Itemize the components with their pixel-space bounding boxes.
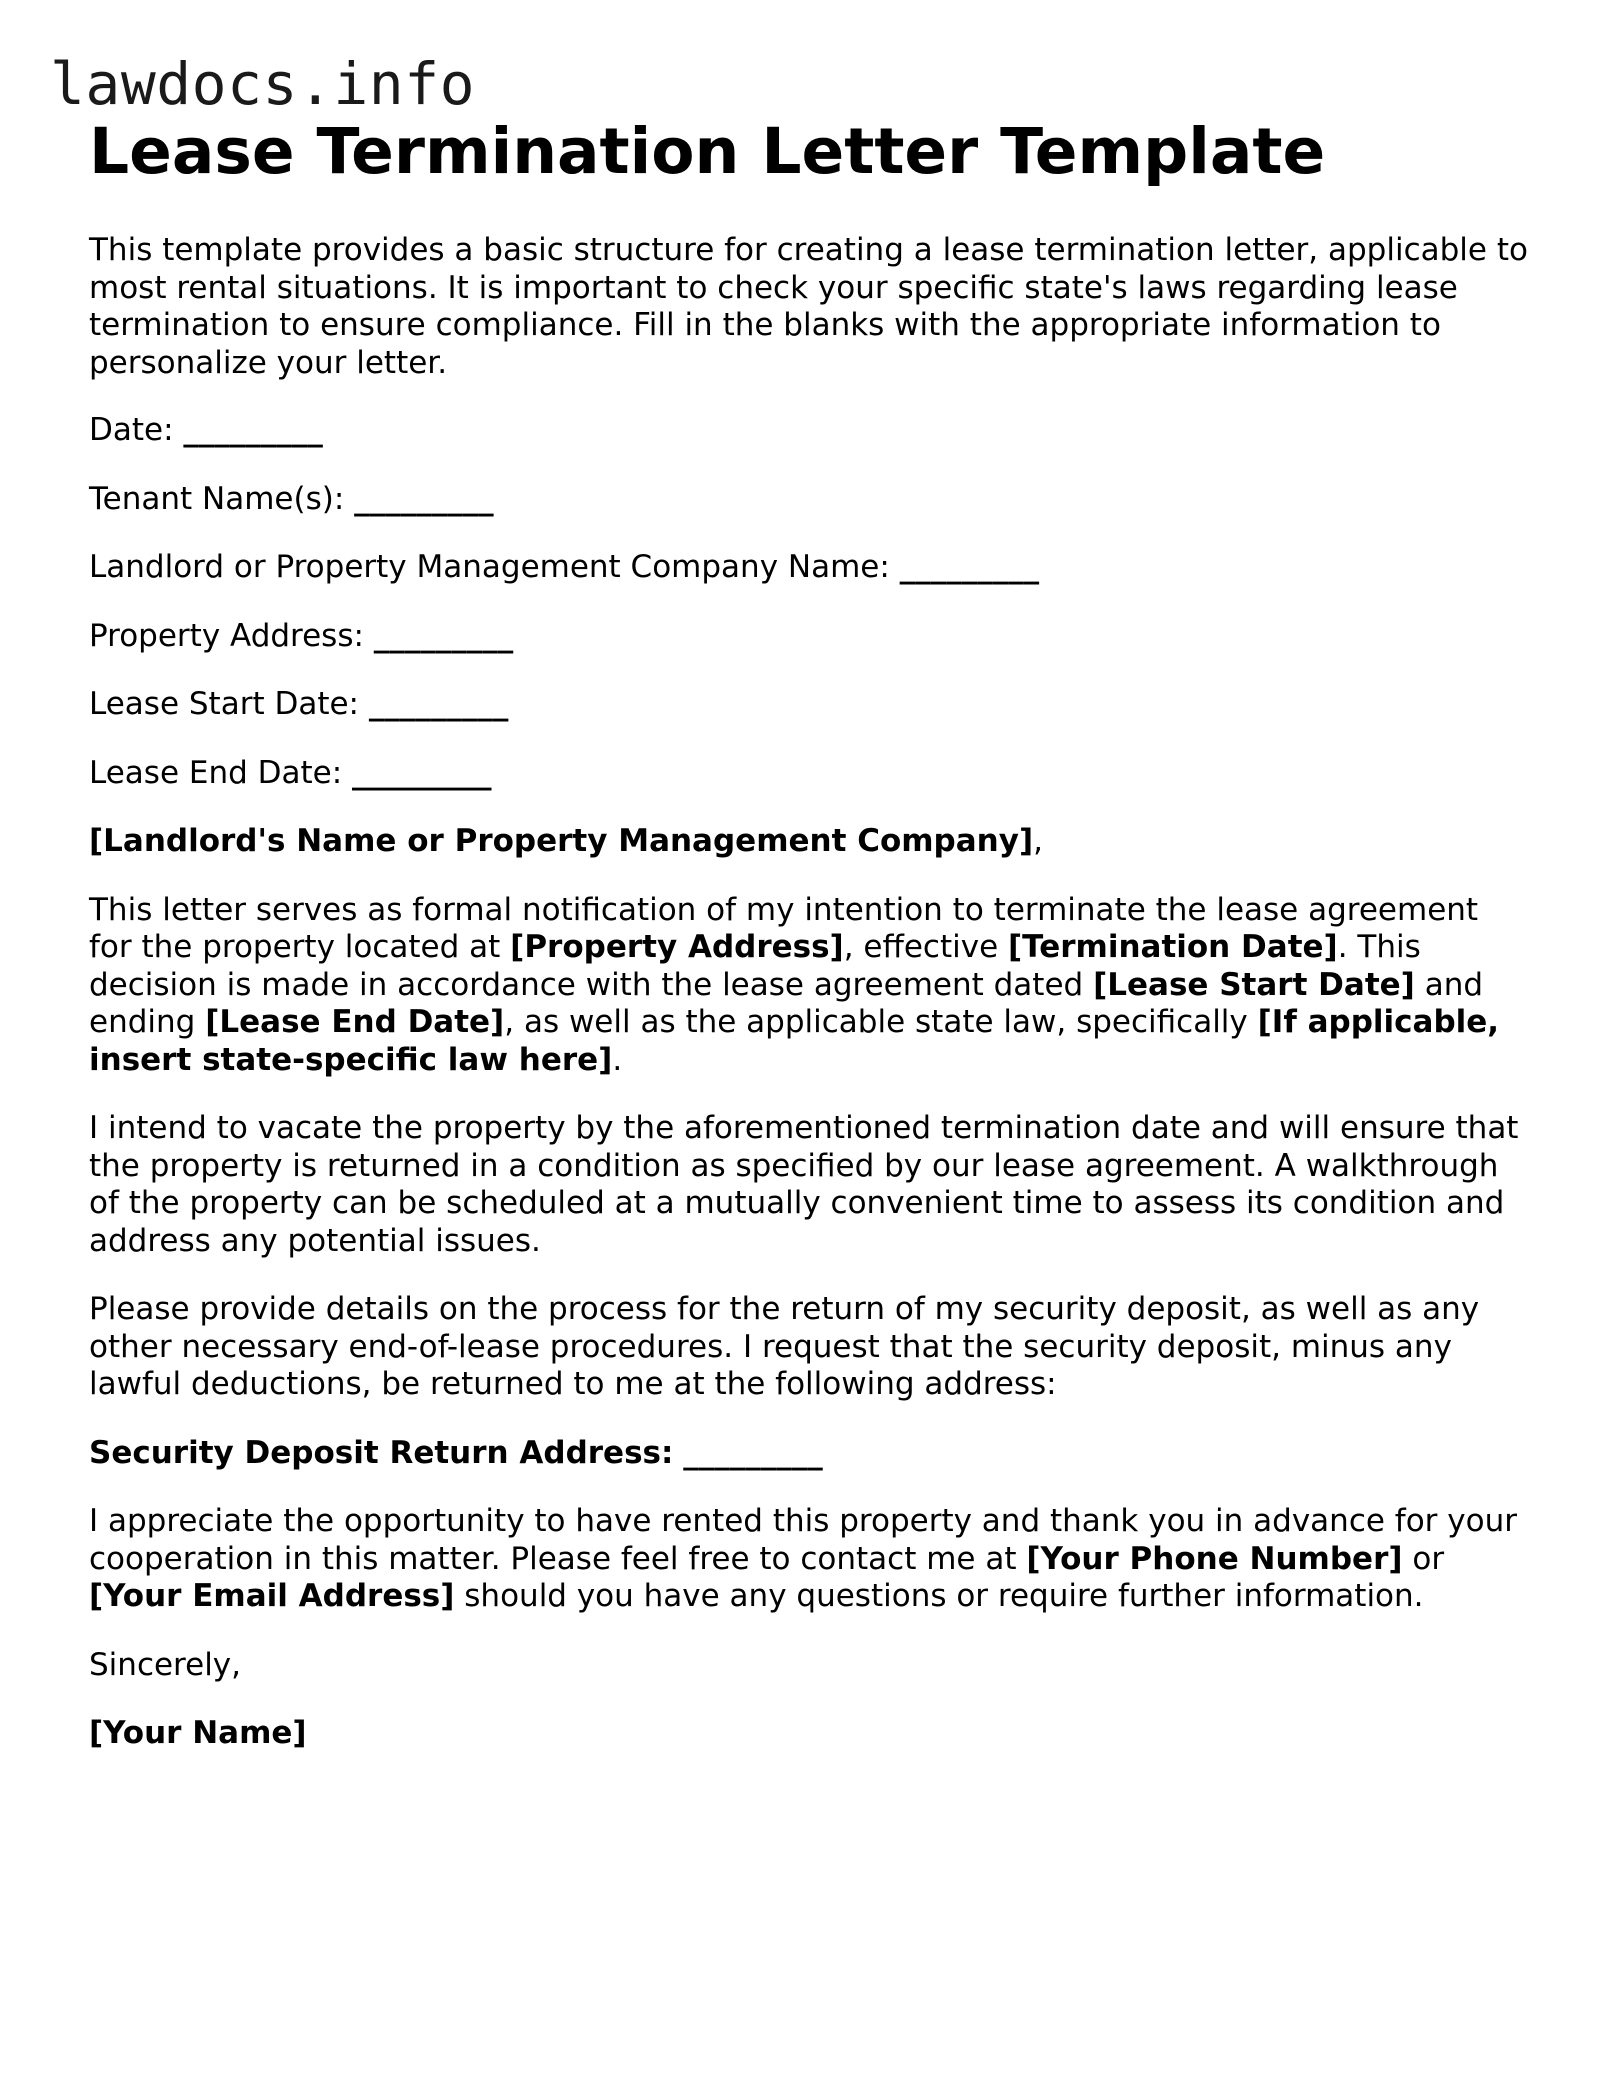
termination-date-placeholder: [Termination Date]	[1008, 929, 1338, 965]
landlord-name-label: Landlord or Property Management Company Name:	[89, 549, 890, 585]
site-watermark: lawdocs.info	[50, 50, 476, 118]
property-address-placeholder: [Property Address]	[510, 929, 844, 965]
closing-text-1: I appreciate the opportunity to have rented this property and thank you in advance for your cooperation in this matter. Please feel free to contact me at	[89, 1503, 1517, 1577]
state-law-placeholder: [If applicable, insert state-specific law here]	[89, 1004, 1500, 1078]
closing-text-3: should you have any questions or require further information.	[454, 1578, 1424, 1614]
deposit-address-field	[89, 1435, 1529, 1473]
notice-text-5: , as well as the applicable state law, specifically	[504, 1004, 1258, 1040]
salutation-punct: ,	[1033, 823, 1043, 859]
lease-start-date-placeholder: [Lease Start Date]	[1093, 966, 1415, 1003]
deposit-address-blank: _________	[683, 1434, 823, 1471]
notice-text-1: This letter serves as formal notification of my intention to terminate the lease agreement for the property located at	[89, 891, 1479, 965]
notice-text-3: . This decision is made in accordance with the lease agreement dated	[89, 929, 1421, 1003]
vacate-paragraph: I intend to vacate the property by the aforementioned termination date and will ensure that the property is returned in a condition as specified by our lease agreement. A walkthrough of the property can be scheduled at a mutually convenient time to assess its condition and address any potential issues.	[89, 1110, 1519, 1259]
sign-off: Sincerely,	[89, 1646, 242, 1683]
deposit-address-label: Security Deposit Return Address:	[89, 1434, 674, 1471]
lease-end-date-placeholder: [Lease End Date]	[205, 1004, 505, 1040]
salutation-name: [Landlord's Name or Property Management Company]	[89, 823, 1034, 859]
lease-end-date-blank: _________	[352, 754, 492, 791]
notice-text-6: .	[612, 1041, 623, 1078]
date-field	[89, 412, 1529, 450]
lease-end-date-label: Lease End Date:	[89, 754, 343, 791]
email-address-placeholder: [Your Email Address]	[89, 1578, 455, 1614]
signature	[89, 1715, 1529, 1753]
lease-start-date-label: Lease Start Date:	[89, 686, 359, 722]
intro-paragraph: This template provides a basic structure for creating a lease termination letter, applicable to most rental situations. It is important to check your specific state's laws regarding lease termination to ensure compliance. Fill in the blanks with the appropriate information to personalize your letter.	[89, 232, 1528, 381]
phone-number-placeholder: [Your Phone Number]	[1026, 1540, 1403, 1577]
notice-paragraph	[89, 892, 1529, 1080]
deposit-paragraph: Please provide details on the process for the return of my security deposit, as well as any other necessary end-of-lease procedures. I request that the security deposit, minus any lawful deductions, be returned to me at the following address:	[89, 1291, 1480, 1402]
notice-text-4: and ending	[89, 966, 1484, 1040]
closing-text-2: or	[1402, 1540, 1445, 1577]
lease-end-date-field	[89, 755, 1529, 793]
landlord-name-field	[89, 549, 1529, 587]
lease-start-date-blank: _________	[368, 686, 509, 722]
property-address-blank: _________	[373, 617, 514, 654]
salutation	[89, 823, 1529, 861]
landlord-name-blank: _________	[899, 549, 1040, 585]
date-label: Date:	[89, 412, 174, 448]
property-address-field	[89, 618, 1529, 656]
document-body	[89, 112, 1529, 1784]
document-title: Lease Termination Letter Template	[89, 115, 1326, 188]
date-blank: _________	[183, 412, 323, 448]
lease-start-date-field	[89, 686, 1529, 724]
property-address-label: Property Address:	[89, 617, 364, 654]
closing-paragraph	[89, 1503, 1529, 1616]
signature-name: [Your Name]	[89, 1715, 307, 1751]
tenant-name-label: Tenant Name(s):	[89, 480, 345, 517]
tenant-name-field	[89, 481, 1529, 519]
notice-text-2: , effective	[843, 929, 1009, 965]
tenant-name-blank: _________	[354, 480, 494, 517]
